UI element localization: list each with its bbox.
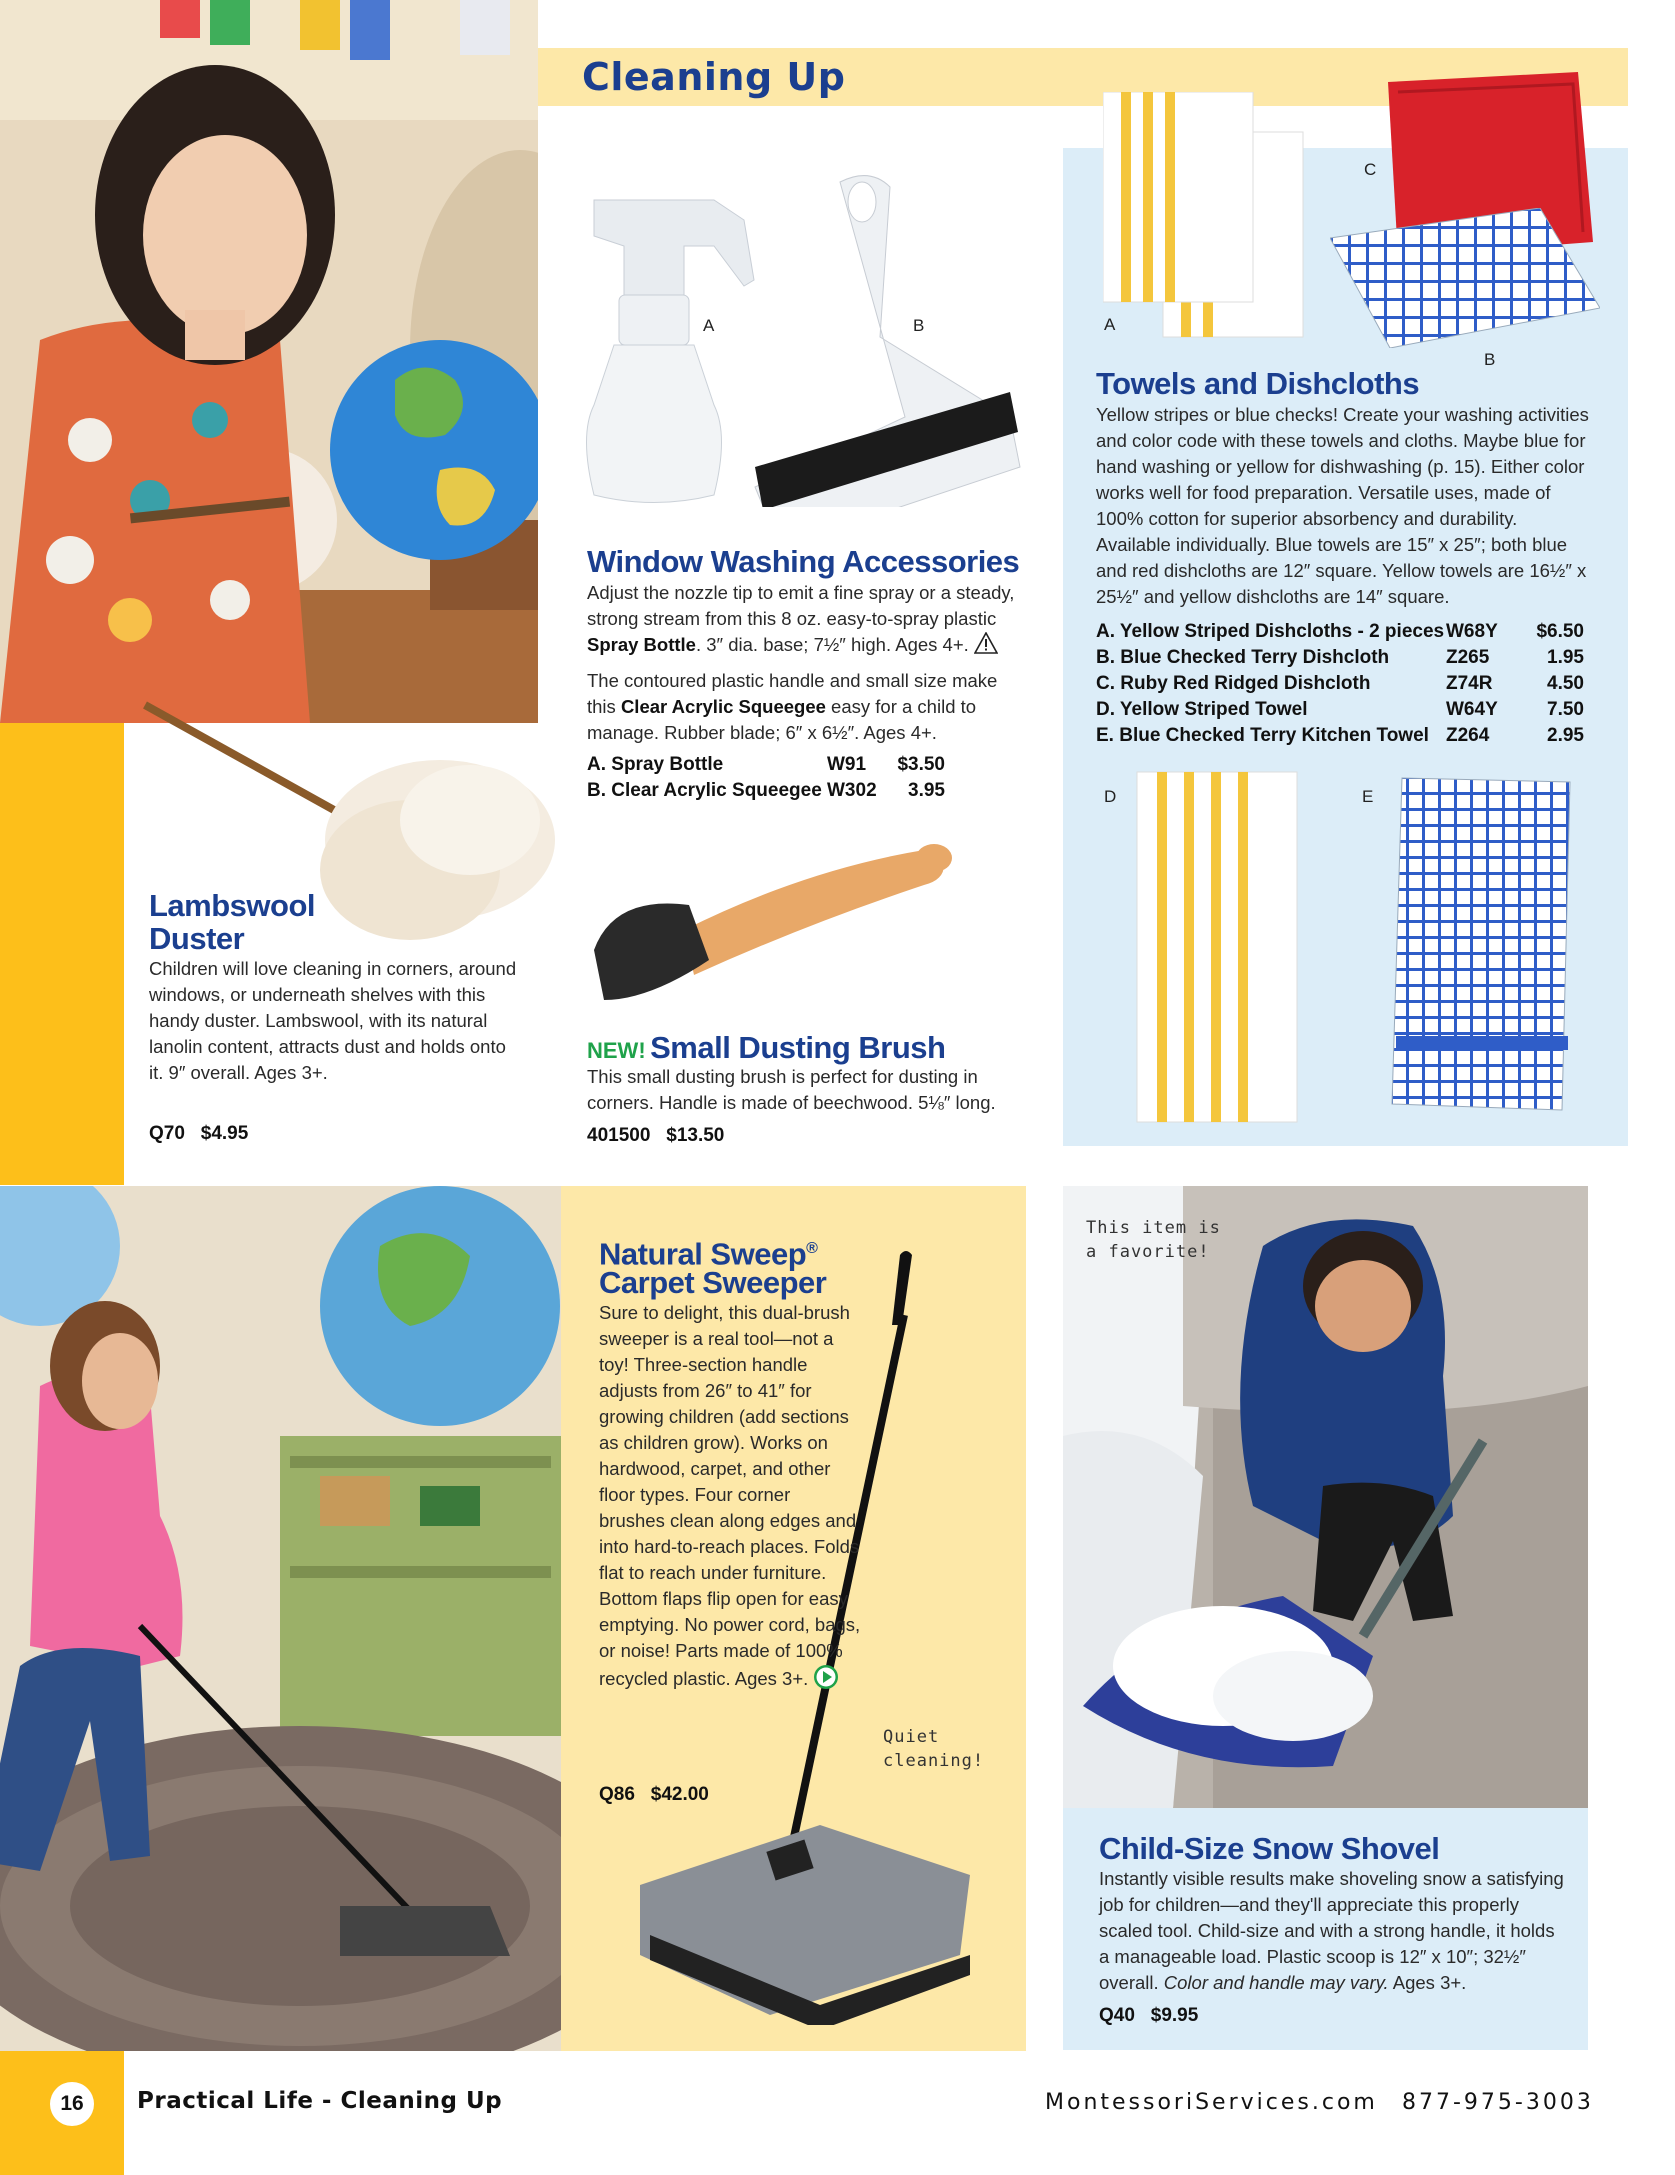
sweeper-note: Quiet cleaning! [883, 1727, 985, 1771]
price-row [587, 778, 945, 804]
item-code: W302 [827, 780, 877, 801]
shovel-description [1099, 1866, 1564, 1996]
shovel-note: This item is a favorite! [1086, 1218, 1221, 1262]
item-code: W64Y [1446, 699, 1498, 720]
price-row [1096, 645, 1584, 671]
towels-description: Yellow stripes or blue checks! Create your washing activities and color code with these towels and cloths. Maybe blue for hand washing or yellow for dishwashing (p. 15). Either color works well for food preparation. Versatile uses, made of 100% cotton for superior absorbency and durability. Available individually. Blue towels are 15″ x 25″; both blue and red dishcloths are 12″ square. Yellow towels are 16½″ x 25½″ and yellow dishcloths are 14″ square. [1096, 404, 1589, 607]
registered-mark: ® [806, 1240, 818, 1257]
duster-code: Q70 [149, 1123, 185, 1144]
new-tag: NEW! [587, 1038, 646, 1063]
accent-strip-mid [0, 723, 124, 1185]
para2-text: The contoured plastic handle and small size make this [587, 670, 998, 717]
item-name: A. Yellow Striped Dishcloths - 2 pieces [1096, 621, 1445, 642]
towel-label-c: C [1364, 160, 1377, 179]
window-washing-para2 [587, 668, 1027, 746]
item-name: A. Spray Bottle [587, 754, 724, 775]
shovel-price [1099, 2005, 1198, 2027]
duster-price-value: $4.95 [200, 1123, 249, 1144]
item-name: D. Yellow Striped Towel [1096, 699, 1308, 720]
warning-icon [974, 632, 998, 661]
boy-shoveling-snow-photo [1063, 1186, 1588, 1808]
sweeper-title-text: Natural Sweep [599, 1236, 807, 1272]
footer-section-label: Practical Life - Cleaning Up [137, 2088, 503, 2114]
duster-title-line1: Lambswool [149, 888, 316, 923]
shovel-price-value: $9.95 [1150, 2005, 1199, 2026]
sweeper-title-line2: Carpet Sweeper [599, 1265, 827, 1300]
new-dusting-brush-heading [587, 1031, 945, 1065]
shovel-code: Q40 [1099, 2005, 1135, 2026]
item-price: 7.50 [1547, 699, 1584, 720]
yellow-striped-dishcloths-image [1103, 92, 1308, 342]
squeegee-image [750, 172, 1022, 507]
shovel-title: Child-Size Snow Shovel [1099, 1831, 1440, 1866]
shovel-description-text: Instantly visible results make shoveling snow a satisfying job for children—and they'll appreciate this properly scaled tool. Child-size and with a strong handle, it holds a manageable load. Plastic scoop is 12″ x 10″; 32½″ overall. [1099, 1868, 1564, 1993]
page-number-badge [50, 2082, 94, 2126]
towel-label-d: D [1104, 787, 1117, 806]
section-title: Cleaning Up [582, 55, 846, 99]
item-code: Z264 [1446, 725, 1490, 746]
towel-label-b: B [1484, 350, 1496, 369]
blue-checked-dishcloth-image [1330, 208, 1600, 348]
dusting-brush-title: Small Dusting Brush [650, 1030, 946, 1065]
girl-dusting-globe-photo [0, 0, 538, 723]
item-code: W91 [827, 754, 867, 775]
window-label-b: B [913, 316, 925, 335]
sweeper-code: Q86 [599, 1784, 635, 1805]
towels-title: Towels and Dishcloths [1096, 366, 1420, 401]
spray-bottle-image [574, 150, 764, 510]
sweeper-description [599, 1300, 861, 1697]
para1-text-end: . 3″ dia. base; 7½″ high. Ages 4+. [695, 634, 969, 655]
item-name: C. Ruby Red Ridged Dishcloth [1096, 673, 1371, 694]
para1-product: Spray Bottle [587, 634, 696, 655]
sweeper-price-value: $42.00 [650, 1784, 709, 1805]
item-name: E. Blue Checked Terry Kitchen Towel [1096, 725, 1429, 746]
shovel-description-end: Ages 3+. [1388, 1972, 1467, 1993]
item-price: 3.95 [908, 780, 945, 801]
price-row [1096, 697, 1584, 723]
dusting-brush-code: 401500 [587, 1125, 651, 1146]
item-name: B. Clear Acrylic Squeegee [587, 780, 822, 801]
price-row [1096, 619, 1584, 645]
dusting-brush-price [587, 1125, 724, 1147]
item-price: 4.50 [1547, 673, 1584, 694]
dusting-brush-price-value: $13.50 [666, 1125, 725, 1146]
video-play-icon[interactable] [813, 1664, 839, 1697]
item-price: $3.50 [897, 754, 945, 775]
item-code: Z74R [1446, 673, 1493, 694]
dusting-brush-description: This small dusting brush is perfect for dusting in corners. Handle is made of beechwood. 5⅛″ long. [587, 1066, 996, 1113]
window-washing-title: Window Washing Accessories [587, 544, 1020, 579]
price-row [1096, 671, 1584, 697]
item-code: Z265 [1446, 647, 1490, 668]
towels-price-table [1096, 619, 1584, 749]
price-row [587, 752, 945, 778]
footer-phone[interactable]: 877-975-3003 [1402, 2090, 1594, 2115]
blue-checked-kitchen-towel-image [1390, 776, 1575, 1112]
shovel-description-note: Color and handle may vary. [1163, 1972, 1389, 1993]
towel-label-a: A [1104, 315, 1116, 334]
dusting-brush-image [594, 840, 974, 1000]
duster-title-line2: Duster [149, 921, 245, 956]
duster-description: Children will love cleaning in corners, around windows, or underneath shelves with this handy duster. Lambswool, with its natural lanolin content, attracts dust and holds onto it. 9″ overall. Ages 3+. [149, 958, 517, 1083]
window-label-a: A [703, 316, 715, 335]
item-price: 1.95 [1547, 647, 1584, 668]
item-code: W68Y [1446, 621, 1498, 642]
para2-text-end: easy for a child to manage. Rubber blade; 6″ x 6½″. Ages 4+. [587, 696, 977, 743]
para2-product: Clear Acrylic Squeegee [620, 696, 826, 717]
duster-price [149, 1123, 248, 1145]
girl-sweeping-photo [0, 1186, 561, 2051]
page-number: 16 [60, 2092, 84, 2115]
item-price: 2.95 [1547, 725, 1584, 746]
sweeper-description-text: Sure to delight, this dual-brush sweeper is a real tool—not a toy! Three-section handle adjusts from 26″ to 41″ for growing children (add sections as children grow). Works on hardwood, carpet, and other floor types. Four corner brushes clean along edges and into hard-to-reach places. Folds flat to reach under furniture. Bottom flaps flip open for easy emptying. No power cord, bags, or noise! Parts made of 100% recycled plastic. Ages 3+. [599, 1302, 861, 1689]
item-price: $6.50 [1536, 621, 1584, 642]
towel-label-e: E [1362, 787, 1374, 806]
yellow-striped-towel-image [1132, 770, 1302, 1125]
window-washing-price-table [587, 752, 945, 804]
para1-text: Adjust the nozzle tip to emit a fine spray or a steady, strong stream from this 8 oz. easy-to-spray plastic [587, 582, 1015, 629]
window-washing-para1 [587, 580, 1027, 661]
price-row [1096, 723, 1584, 749]
footer-website[interactable]: MontessoriServices.com [1045, 2090, 1378, 2115]
item-name: B. Blue Checked Terry Dishcloth [1096, 647, 1390, 668]
sweeper-price [599, 1784, 709, 1806]
